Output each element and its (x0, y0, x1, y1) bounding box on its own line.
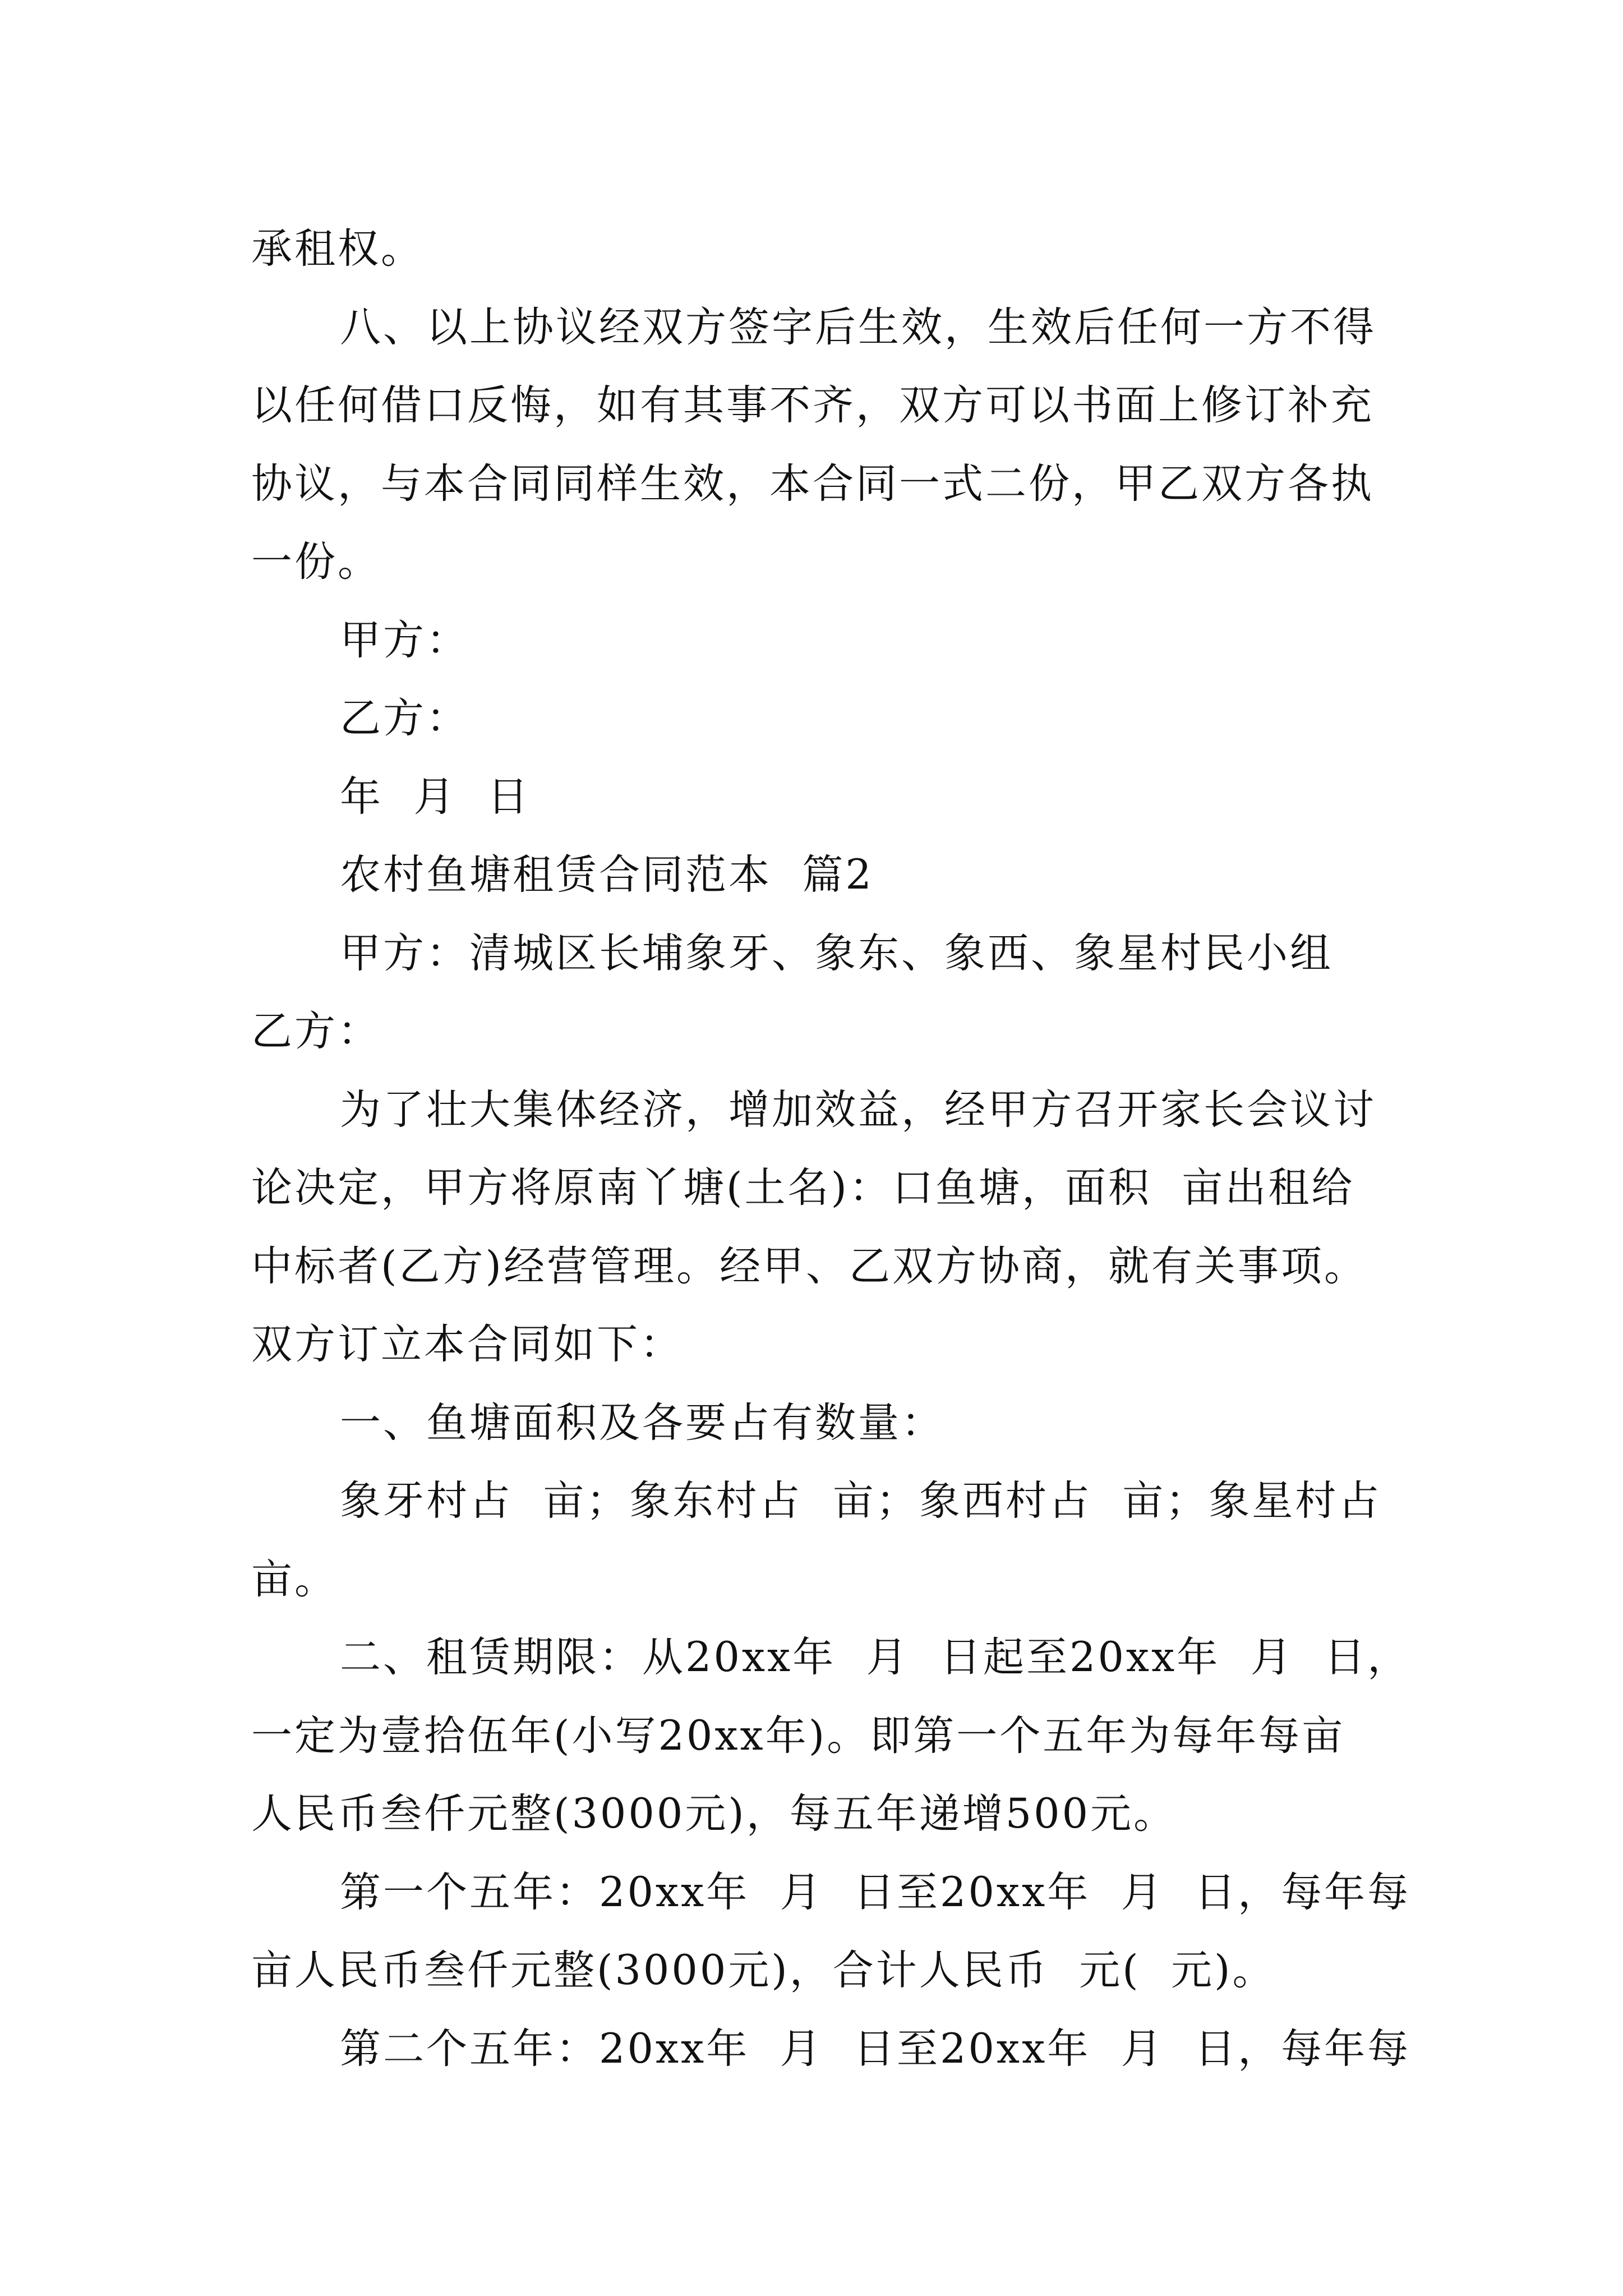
text-line: 亩。 (251, 1555, 338, 1603)
text-line: 一份。 (251, 538, 381, 586)
text-line: 八、以上协议经双方签字后生效，生效后任何一方不得 (340, 303, 1376, 351)
document-body (251, 210, 1411, 2088)
text-line: 双方订立本合同如下： (251, 1320, 683, 1368)
text-line: 人民币叁仟元整(3000元)，每五年递增500元。 (251, 1790, 1177, 1838)
text-line: 以任何借口反悔，如有其事不齐，双方可以书面上修订补充 (251, 381, 1374, 429)
text-line: 协议，与本合同同样生效，本合同一式二份，甲乙双方各执 (251, 459, 1374, 508)
signature-date: 年 月 日 (340, 772, 531, 821)
clause-heading: 二、租赁期限：从20xx年 月 日起至20xx年 月 日， (340, 1634, 1411, 1681)
text-line: 一定为壹拾伍年(小写20xx年)。即第一个五年为每年每亩 (251, 1711, 1345, 1760)
text-line: 承租权。 (251, 225, 424, 273)
signature-label-party-a: 甲方： (340, 616, 469, 664)
text-line: 中标者(乙方)经营管理。经甲、乙双方协商，就有关事项。 (251, 1242, 1367, 1290)
text-line: 为了壮大集体经济，增加效益，经甲方召开家长会议讨 (340, 1085, 1376, 1134)
text-line: 亩人民币叁仟元整(3000元)，合计人民币 元( 元)。 (251, 1947, 1276, 1994)
text-line: 论决定，甲方将原南丫塘(土名)：口鱼塘，面积 亩出租给 (251, 1164, 1355, 1212)
party-b-line: 乙方： (251, 1007, 381, 1055)
text-line: 第二个五年：20xx年 月 日至20xx年 月 日，每年每 (340, 2024, 1411, 2073)
text-line: 第一个五年：20xx年 月 日至20xx年 月 日，每年每 (340, 1868, 1411, 1916)
clause-heading: 一、鱼塘面积及各要占有数量： (340, 1398, 944, 1447)
text-line: 象牙村占 亩；象东村占 亩；象西村占 亩；象星村占 (340, 1477, 1382, 1525)
signature-label-party-b: 乙方： (340, 694, 469, 742)
party-a-line: 甲方：清城区长埔象牙、象东、象西、象星村民小组 (340, 929, 1333, 977)
section-heading: 农村鱼塘租赁合同范本 篇2 (340, 851, 874, 899)
